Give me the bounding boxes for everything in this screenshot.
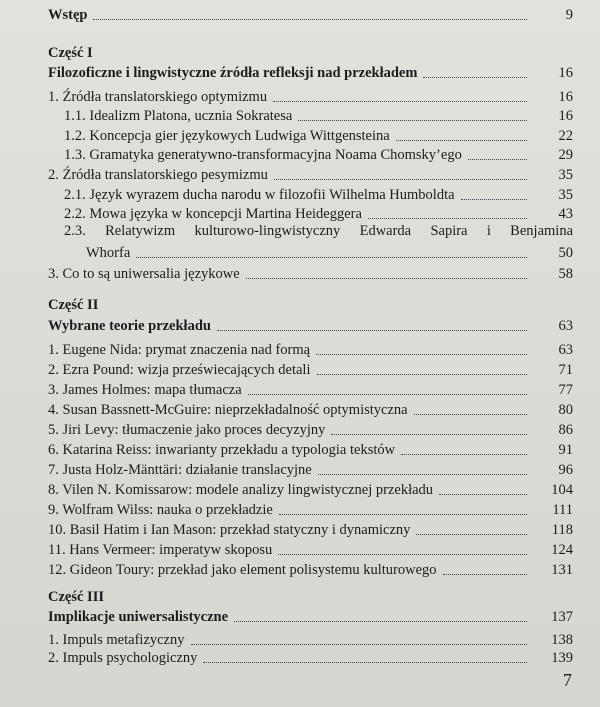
- dot-leader: [217, 330, 527, 331]
- toc-entry-page: 63: [558, 318, 573, 334]
- part-label: Część III: [48, 589, 104, 605]
- toc-entry: [48, 457, 573, 479]
- dot-leader: [401, 454, 527, 455]
- dot-leader: [316, 354, 527, 355]
- toc-entry: [48, 477, 573, 499]
- toc-entry-title: 3. Co to są uniwersalia językowe: [48, 266, 240, 282]
- toc-entry-page: 35: [558, 187, 573, 203]
- toc-entry-title: 2.2. Mowa języka w koncepcji Martina Heideggera: [64, 206, 362, 222]
- toc-entry-title: 12. Gideon Toury: przekład jako element polisystemu kulturowego: [48, 562, 437, 578]
- toc-entry: [48, 517, 573, 539]
- toc-entry-page: 35: [558, 167, 573, 183]
- toc-entry-page: 118: [551, 522, 573, 538]
- toc-entry-page: 71: [558, 362, 573, 378]
- toc-entry-title: 11. Hans Vermeer: imperatyw skoposu: [48, 542, 273, 558]
- toc-entry-page: 86: [558, 422, 573, 438]
- toc-entry-title: 3. James Holmes: mapa tłumacza: [48, 382, 242, 398]
- toc-entry-intro: [48, 2, 573, 24]
- toc-entry: [48, 645, 573, 667]
- dot-leader: [331, 434, 527, 435]
- dot-leader: [468, 159, 527, 160]
- toc-entry-page: 96: [558, 462, 573, 478]
- toc-entry: [48, 201, 573, 223]
- dot-leader: [248, 394, 527, 395]
- dot-leader: [318, 474, 527, 475]
- toc-entry-page: 9: [565, 7, 573, 23]
- toc-entry-title: 2. Ezra Pound: wizja przeświecających detali: [48, 362, 311, 378]
- toc-entry-page: 77: [558, 382, 573, 398]
- toc-entry-title: 6. Katarina Reiss: inwarianty przekładu a typologia tekstów: [48, 442, 396, 458]
- toc-entry: [48, 397, 573, 419]
- dot-leader: [423, 77, 527, 78]
- toc-entry: [48, 261, 573, 283]
- toc-entry-page: 58: [558, 266, 573, 282]
- toc-entry: [48, 162, 573, 184]
- toc-entry-title: 1. Impuls metafizyczny: [48, 632, 185, 648]
- toc-entry-title: Whorfa: [86, 245, 131, 261]
- toc-entry-title: 8. Vilen N. Komissarow: modele analizy lingwistycznej przekładu: [48, 482, 434, 498]
- toc-entry-page: 16: [558, 65, 573, 81]
- toc-entry-title: Wstęp: [48, 7, 88, 23]
- toc-entry-page: 91: [558, 442, 573, 458]
- toc-entry-title: 1.3. Gramatyka generatywno-transformacyjna Noama Chomsky’ego: [64, 147, 462, 163]
- part-label: Część I: [48, 45, 93, 61]
- part-heading: [48, 313, 573, 335]
- toc-entry-page: 124: [551, 542, 573, 558]
- dot-leader: [461, 199, 527, 200]
- part-heading-title: Filozoficzne i lingwistyczne źródła refleksji nad przekładem: [48, 65, 418, 81]
- toc-entry-page: 139: [551, 650, 573, 666]
- toc-entry-page: 137: [551, 609, 573, 625]
- dot-leader: [443, 574, 527, 575]
- part-label: Część II: [48, 297, 99, 313]
- dot-leader: [136, 257, 527, 258]
- toc-entry-page: 29: [558, 147, 573, 163]
- dot-leader: [298, 120, 527, 121]
- toc-entry-title: 2. Źródła translatorskiego pesymizmu: [48, 167, 268, 183]
- toc-entry-title: 5. Jiri Levy: tłumaczenie jako proces decyzyjny: [48, 422, 326, 438]
- part-heading: [48, 60, 573, 82]
- dot-leader: [368, 218, 527, 219]
- toc-entry-title: 9. Wolfram Wilss: nauka o przekładzie: [48, 502, 273, 518]
- toc-entry-page: 111: [552, 502, 573, 518]
- dot-leader: [234, 621, 527, 622]
- toc-entry: [48, 357, 573, 379]
- toc-entry-page: 50: [558, 245, 573, 261]
- toc-entry-title: 1. Źródła translatorskiego optymizmu: [48, 89, 268, 105]
- toc-entry-title: 1.1. Idealizm Platona, ucznia Sokratesa: [64, 108, 293, 124]
- toc-entry: [48, 417, 573, 439]
- toc-entry-page: 22: [558, 128, 573, 144]
- dot-leader: [273, 101, 527, 102]
- dot-leader: [93, 19, 527, 20]
- dot-leader: [278, 554, 527, 555]
- toc-entry: [48, 497, 573, 519]
- dot-leader: [203, 662, 527, 663]
- toc-entry-page: 16: [558, 89, 573, 105]
- toc-entry: [48, 557, 573, 579]
- dot-leader: [439, 494, 527, 495]
- dot-leader: [396, 140, 527, 141]
- toc-entry: [48, 337, 573, 359]
- toc-entry: [48, 537, 573, 559]
- dot-leader: [317, 374, 528, 375]
- dot-leader: [279, 514, 527, 515]
- toc-entry: [48, 377, 573, 399]
- toc-entry: [48, 103, 573, 125]
- dot-leader: [414, 414, 527, 415]
- toc-entry-title: 2.1. Język wyrazem ducha narodu w filozofii Wilhelma Humboldta: [64, 187, 455, 203]
- dot-leader: [274, 179, 527, 180]
- toc-entry: [48, 142, 573, 164]
- dot-leader: [246, 278, 527, 279]
- toc-entry-title: 7. Justa Holz-Mänttäri: działanie translacyjne: [48, 462, 312, 478]
- toc-entry-title: 2. Impuls psychologiczny: [48, 650, 198, 666]
- toc-entry-page: 43: [558, 206, 573, 222]
- part-heading-title: Wybrane teorie przekładu: [48, 318, 211, 334]
- dot-leader: [416, 534, 527, 535]
- toc-entry: [48, 240, 573, 262]
- toc-entry-title: 10. Basil Hatim i Ian Mason: przekład statyczny i dynamiczny: [48, 522, 411, 538]
- toc-entry-page: 104: [551, 482, 573, 498]
- toc-entry-wrapped-line: 2.3. Relatywizm kulturowo-lingwistyczny Edwarda Sapira i Benjamina: [64, 223, 573, 239]
- toc-entry-page: 63: [558, 342, 573, 358]
- toc-entry-title: 1. Eugene Nida: prymat znaczenia nad formą: [48, 342, 311, 358]
- toc-entry: [48, 437, 573, 459]
- toc-entry-page: 131: [551, 562, 573, 578]
- toc-entry-page: 16: [558, 108, 573, 124]
- toc-entry-title: 1.2. Koncepcja gier językowych Ludwiga Wittgensteina: [64, 128, 390, 144]
- toc-entry-title: 4. Susan Bassnett-McGuire: nieprzekładalność optymistyczna: [48, 402, 408, 418]
- page-number: 7: [563, 670, 572, 690]
- toc-entry-page: 138: [551, 632, 573, 648]
- part-heading: [48, 604, 573, 626]
- toc-entry-page: 80: [558, 402, 573, 418]
- part-heading-title: Implikacje uniwersalistyczne: [48, 609, 229, 625]
